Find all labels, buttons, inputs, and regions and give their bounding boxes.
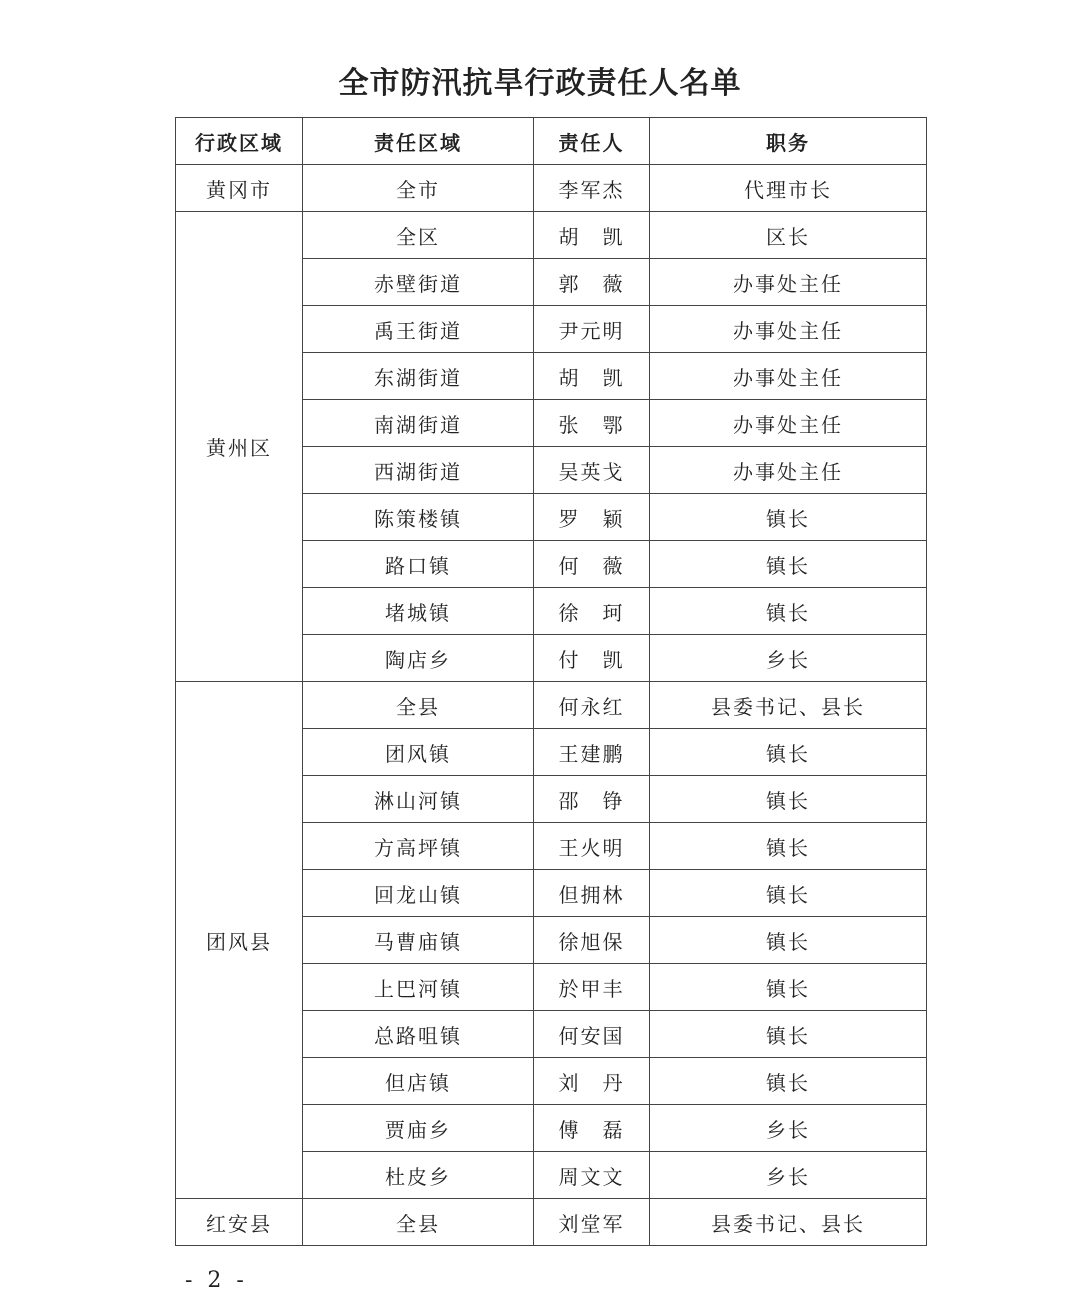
position-cell: 镇长 <box>650 1011 927 1058</box>
person-cell: 周文文 <box>534 1152 650 1199</box>
position-cell: 乡长 <box>650 635 927 682</box>
area-cell: 路口镇 <box>303 541 534 588</box>
responsibility-table <box>175 117 927 1246</box>
area-cell: 马曹庙镇 <box>303 917 534 964</box>
person-cell: 罗 颖 <box>534 494 650 541</box>
person-cell: 刘 丹 <box>534 1058 650 1105</box>
table-row <box>176 212 927 259</box>
position-cell: 办事处主任 <box>650 306 927 353</box>
position-cell: 镇长 <box>650 776 927 823</box>
position-cell: 办事处主任 <box>650 353 927 400</box>
header-admin-region: 行政区域 <box>176 118 303 165</box>
position-cell: 镇长 <box>650 1058 927 1105</box>
area-cell: 杜皮乡 <box>303 1152 534 1199</box>
position-cell: 办事处主任 <box>650 400 927 447</box>
person-cell: 於甲丰 <box>534 964 650 1011</box>
table-header-row <box>176 118 927 165</box>
header-position: 职务 <box>650 118 927 165</box>
position-cell: 区长 <box>650 212 927 259</box>
person-cell: 何永红 <box>534 682 650 729</box>
person-cell: 徐旭保 <box>534 917 650 964</box>
area-cell: 贾庙乡 <box>303 1105 534 1152</box>
region-cell: 黄州区 <box>176 212 303 682</box>
table-row <box>176 1199 927 1246</box>
area-cell: 南湖街道 <box>303 400 534 447</box>
person-cell: 何安国 <box>534 1011 650 1058</box>
area-cell: 陶店乡 <box>303 635 534 682</box>
area-cell: 陈策楼镇 <box>303 494 534 541</box>
position-cell: 办事处主任 <box>650 447 927 494</box>
position-cell: 镇长 <box>650 917 927 964</box>
table-row <box>176 165 927 212</box>
person-cell: 尹元明 <box>534 306 650 353</box>
area-cell: 全市 <box>303 165 534 212</box>
position-cell: 乡长 <box>650 1152 927 1199</box>
area-cell: 西湖街道 <box>303 447 534 494</box>
position-cell: 乡长 <box>650 1105 927 1152</box>
area-cell: 团风镇 <box>303 729 534 776</box>
area-cell: 上巴河镇 <box>303 964 534 1011</box>
region-cell: 团风县 <box>176 682 303 1199</box>
position-cell: 办事处主任 <box>650 259 927 306</box>
area-cell: 堵城镇 <box>303 588 534 635</box>
region-cell: 红安县 <box>176 1199 303 1246</box>
area-cell: 但店镇 <box>303 1058 534 1105</box>
area-cell: 全区 <box>303 212 534 259</box>
person-cell: 付 凯 <box>534 635 650 682</box>
position-cell: 县委书记、县长 <box>650 682 927 729</box>
person-cell: 张 鄂 <box>534 400 650 447</box>
position-cell: 县委书记、县长 <box>650 1199 927 1246</box>
page-number: - 2 - <box>185 1268 248 1293</box>
position-cell: 代理市长 <box>650 165 927 212</box>
area-cell: 淋山河镇 <box>303 776 534 823</box>
area-cell: 赤壁街道 <box>303 259 534 306</box>
document-title: 全市防汛抗旱行政责任人名单 <box>338 66 742 101</box>
area-cell: 方高坪镇 <box>303 823 534 870</box>
person-cell: 胡 凯 <box>534 353 650 400</box>
header-person: 责任人 <box>534 118 650 165</box>
position-cell: 镇长 <box>650 541 927 588</box>
area-cell: 禹王街道 <box>303 306 534 353</box>
position-cell: 镇长 <box>650 823 927 870</box>
table-row <box>176 682 927 729</box>
table-body <box>176 165 927 1246</box>
person-cell: 王火明 <box>534 823 650 870</box>
position-cell: 镇长 <box>650 494 927 541</box>
person-cell: 但拥林 <box>534 870 650 917</box>
person-cell: 王建鹏 <box>534 729 650 776</box>
position-cell: 镇长 <box>650 588 927 635</box>
person-cell: 刘堂军 <box>534 1199 650 1246</box>
position-cell: 镇长 <box>650 729 927 776</box>
person-cell: 李军杰 <box>534 165 650 212</box>
person-cell: 郭 薇 <box>534 259 650 306</box>
person-cell: 何 薇 <box>534 541 650 588</box>
position-cell: 镇长 <box>650 964 927 1011</box>
person-cell: 邵 铮 <box>534 776 650 823</box>
person-cell: 徐 珂 <box>534 588 650 635</box>
person-cell: 吴英戈 <box>534 447 650 494</box>
region-cell: 黄冈市 <box>176 165 303 212</box>
area-cell: 全县 <box>303 1199 534 1246</box>
area-cell: 全县 <box>303 682 534 729</box>
area-cell: 回龙山镇 <box>303 870 534 917</box>
person-cell: 傅 磊 <box>534 1105 650 1152</box>
header-responsibility-area: 责任区域 <box>303 118 534 165</box>
position-cell: 镇长 <box>650 870 927 917</box>
person-cell: 胡 凯 <box>534 212 650 259</box>
area-cell: 东湖街道 <box>303 353 534 400</box>
area-cell: 总路咀镇 <box>303 1011 534 1058</box>
